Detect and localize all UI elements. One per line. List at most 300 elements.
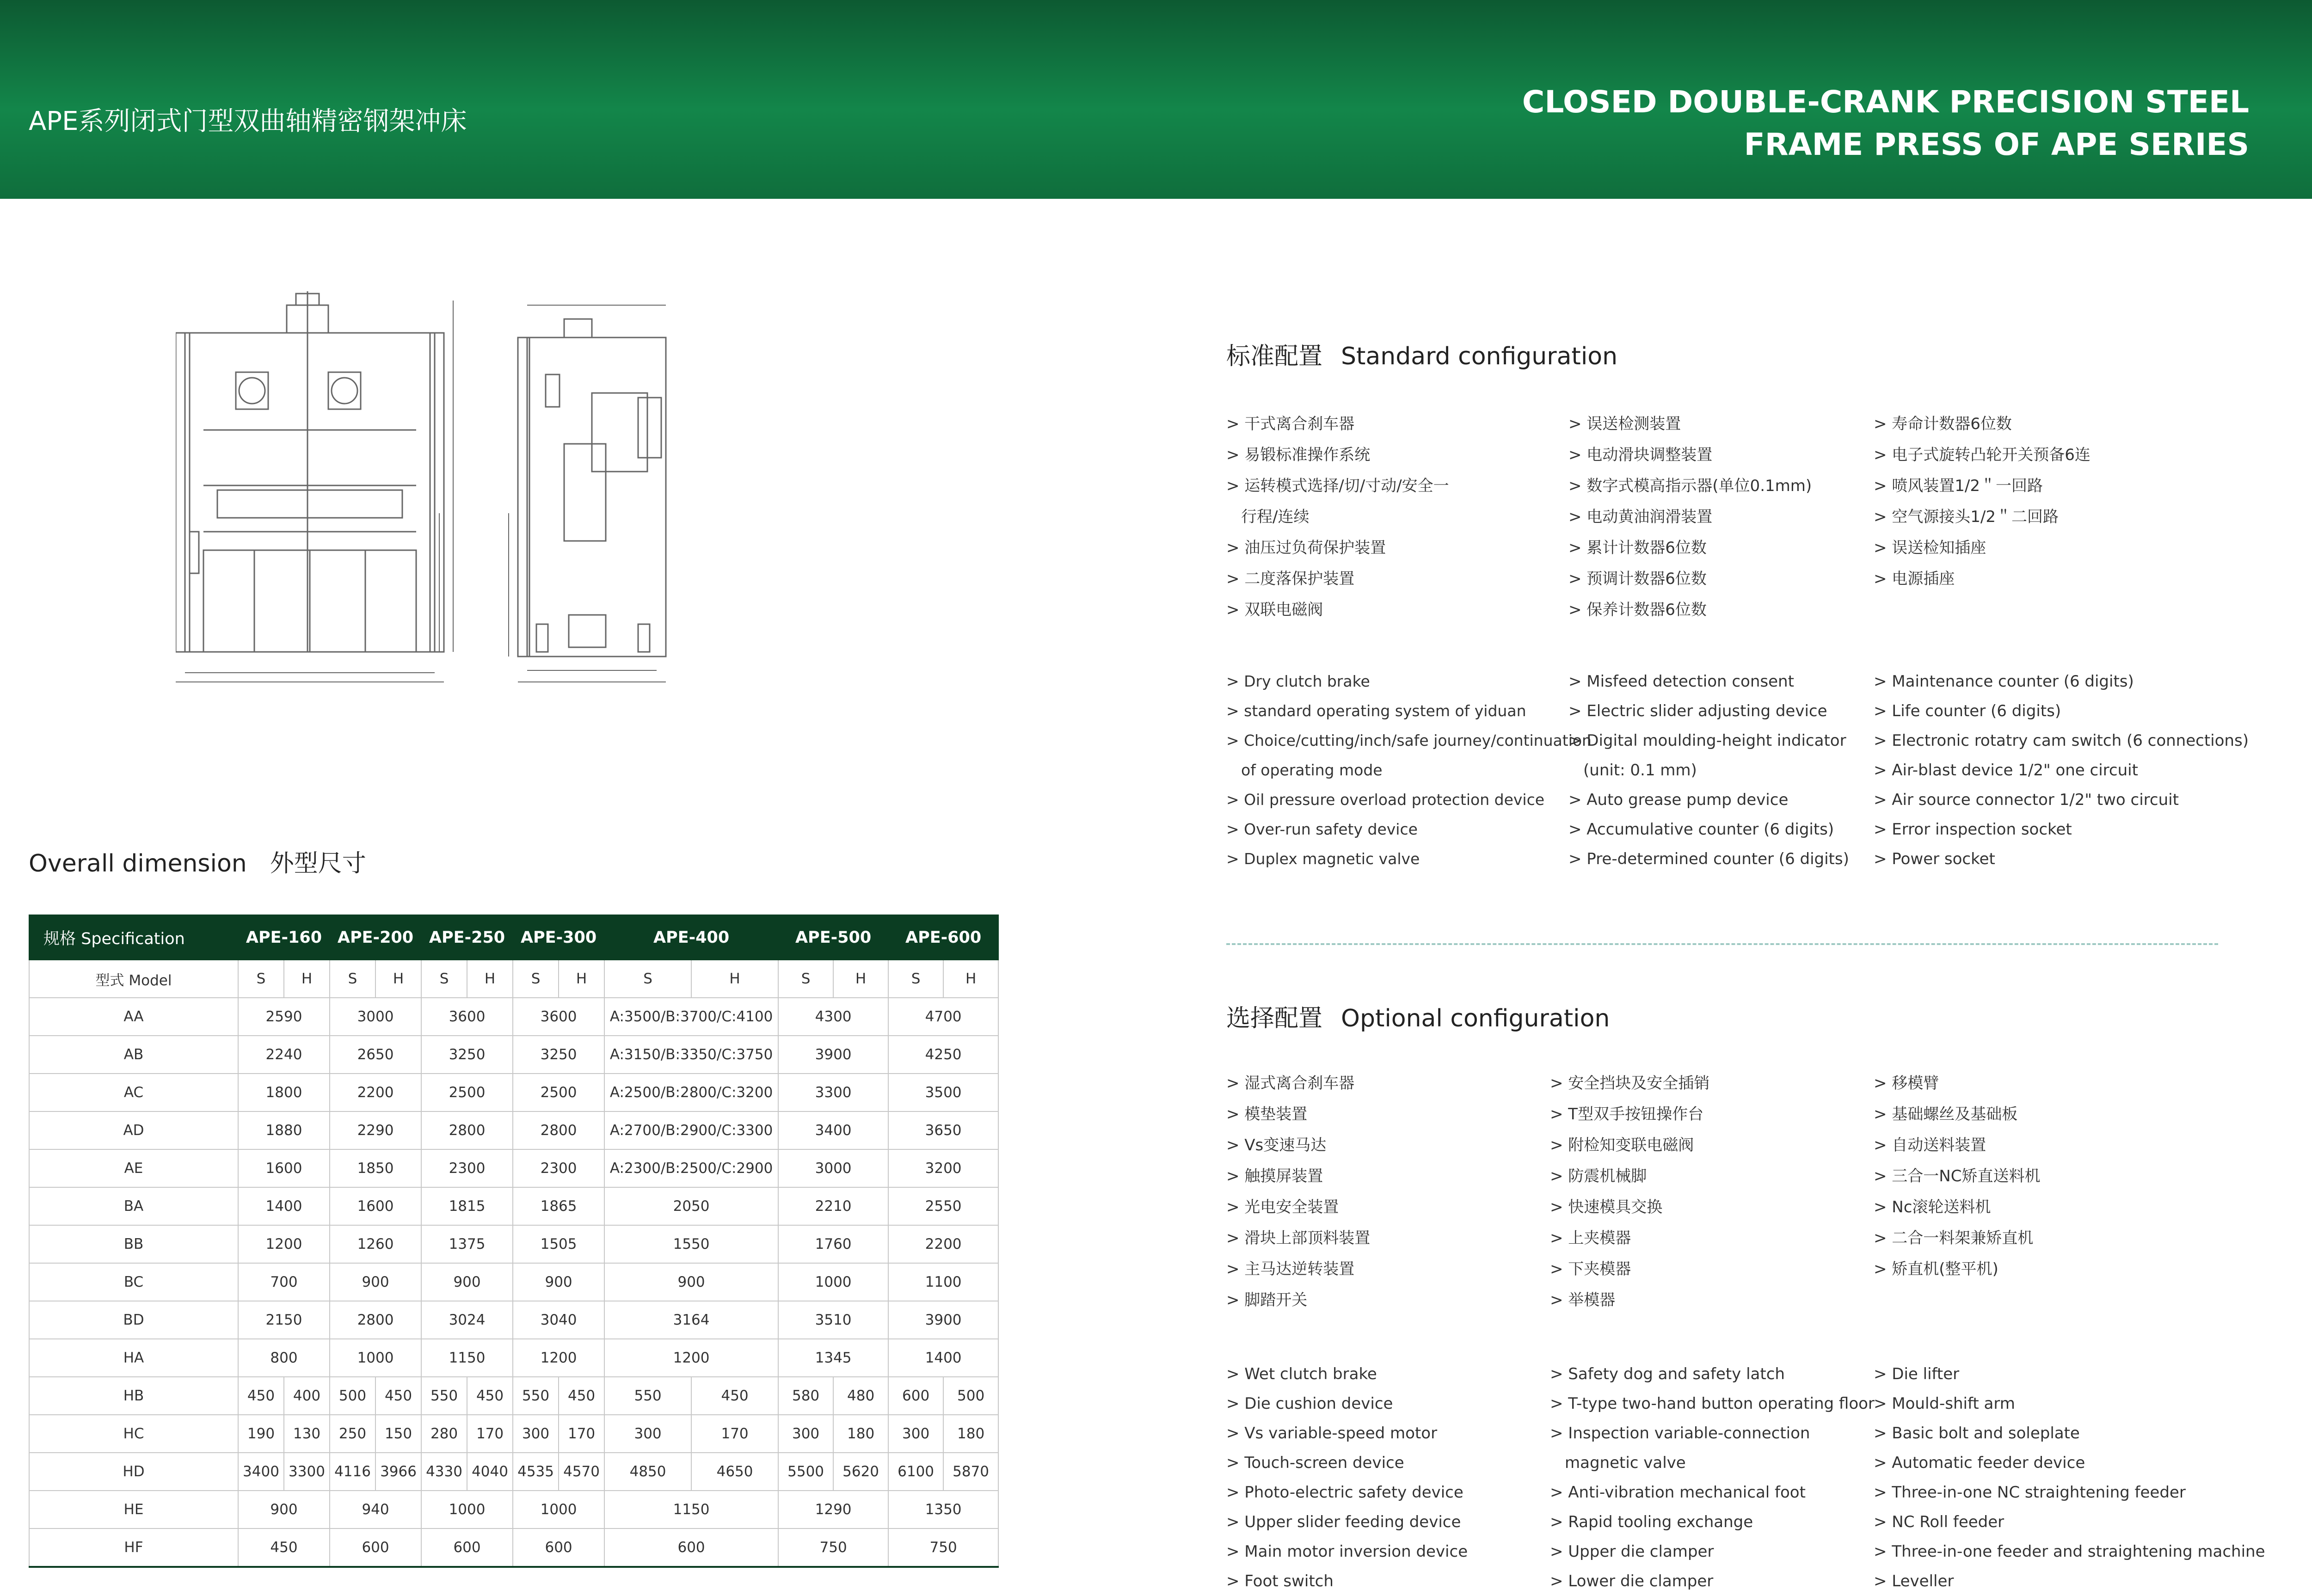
config-item: > Upper slider feeding device xyxy=(1226,1513,1461,1531)
row-label: AA xyxy=(29,998,238,1036)
table-cell: 280 xyxy=(421,1415,467,1453)
row-label: BB xyxy=(29,1225,238,1263)
table-cell: 750 xyxy=(888,1528,998,1567)
config-item: > 矫直机(整平机) xyxy=(1874,1260,1998,1278)
model-header: APE-600 xyxy=(888,915,998,960)
row-label: HB xyxy=(29,1377,238,1415)
config-item: > T-type two-hand button operating floor xyxy=(1550,1394,1875,1413)
table-cell: 4650 xyxy=(691,1453,778,1491)
table-cell: 600 xyxy=(330,1528,421,1567)
config-item: > Three-in-one feeder and straightening machine xyxy=(1874,1542,2265,1561)
standard-en-col2 xyxy=(1568,667,1849,874)
table-cell: 450 xyxy=(238,1377,284,1415)
config-item: > Anti-vibration mechanical foot xyxy=(1550,1483,1806,1502)
config-item: > 误送检测装置 xyxy=(1568,415,1681,433)
config-item: > 模垫装置 xyxy=(1226,1105,1308,1123)
table-cell: 2240 xyxy=(238,1036,330,1074)
table-cell: 1000 xyxy=(330,1339,421,1377)
table-cell: 2200 xyxy=(888,1225,998,1263)
side-view-drawing xyxy=(509,305,666,682)
config-item: > Vs变速马达 xyxy=(1226,1136,1327,1154)
table-cell: A:3500/B:3700/C:4100 xyxy=(604,998,778,1036)
model-header: APE-200 xyxy=(330,915,421,960)
section-divider xyxy=(1226,943,2218,945)
row-label: AD xyxy=(29,1111,238,1149)
table-cell: 4850 xyxy=(604,1453,691,1491)
h-label: H xyxy=(691,960,778,998)
row-label: BC xyxy=(29,1263,238,1301)
table-cell: 3600 xyxy=(513,998,604,1036)
optional-cn-col3 xyxy=(1874,1068,2040,1285)
table-cell: 3200 xyxy=(888,1149,998,1187)
row-label: HE xyxy=(29,1491,238,1528)
table-cell: 2200 xyxy=(330,1074,421,1111)
config-item: > 附检知变联电磁阀 xyxy=(1550,1136,1694,1154)
config-item: > NC Roll feeder xyxy=(1874,1513,2005,1531)
config-item: > 运转模式选择/切/寸动/安全一 xyxy=(1226,477,1449,495)
table-row xyxy=(29,1149,998,1187)
config-item: > Automatic feeder device xyxy=(1874,1454,2085,1472)
config-item: > Misfeed detection consent xyxy=(1568,672,1794,691)
table-cell: 1600 xyxy=(238,1149,330,1187)
config-item: > Dry clutch brake xyxy=(1226,672,1370,690)
table-cell: 600 xyxy=(421,1528,513,1567)
row-label: BD xyxy=(29,1301,238,1339)
table-cell: 2290 xyxy=(330,1111,421,1149)
table-cell: 2210 xyxy=(778,1187,888,1225)
table-row xyxy=(29,1528,998,1567)
table-cell: 1345 xyxy=(778,1339,888,1377)
standard-cn-col1 xyxy=(1226,409,1449,626)
table-cell: 1375 xyxy=(421,1225,513,1263)
config-item: > 数字式模高指示器(单位0.1mm) xyxy=(1568,477,1812,495)
table-cell: 1815 xyxy=(421,1187,513,1225)
config-item: > 寿命计数器6位数 xyxy=(1874,415,2012,433)
h-label: H xyxy=(284,960,330,998)
table-cell: 450 xyxy=(238,1528,330,1567)
config-item: > Over-run safety device xyxy=(1226,820,1418,838)
h-label: H xyxy=(375,960,421,998)
table-cell: 550 xyxy=(421,1377,467,1415)
row-label: HF xyxy=(29,1528,238,1567)
model-header: APE-160 xyxy=(238,915,330,960)
config-item: > Electric slider adjusting device xyxy=(1568,702,1827,720)
table-cell: 3000 xyxy=(778,1149,888,1187)
table-cell: 600 xyxy=(888,1377,943,1415)
model-type-row xyxy=(29,960,998,998)
table-cell: 250 xyxy=(330,1415,375,1453)
config-item: > 电动滑块调整装置 xyxy=(1568,446,1713,464)
config-item: > Upper die clamper xyxy=(1550,1542,1714,1561)
english-title-line2: FRAME PRESS OF APE SERIES xyxy=(1744,127,2249,162)
s-label: S xyxy=(778,960,833,998)
english-title-line1: CLOSED DOUBLE-CRANK PRECISION STEEL xyxy=(1522,84,2249,120)
config-item: > Duplex magnetic valve xyxy=(1226,850,1420,868)
s-label: S xyxy=(513,960,559,998)
row-label: AE xyxy=(29,1149,238,1187)
config-item: 行程/连续 xyxy=(1241,508,1310,526)
table-cell: 2050 xyxy=(604,1187,778,1225)
table-cell: 1200 xyxy=(604,1339,778,1377)
table-cell: 3510 xyxy=(778,1301,888,1339)
config-item: > Electronic rotatry cam switch (6 connections) xyxy=(1874,731,2249,750)
standard-cn-col3 xyxy=(1874,409,2091,595)
table-cell: 900 xyxy=(604,1263,778,1301)
table-cell: 500 xyxy=(943,1377,998,1415)
config-item: > Life counter (6 digits) xyxy=(1874,702,2061,720)
config-item: > 举模器 xyxy=(1550,1291,1616,1309)
config-item: > 干式离合刹车器 xyxy=(1226,415,1355,433)
table-cell: 1200 xyxy=(513,1339,604,1377)
config-item: > 喷风装置1/2＂一回路 xyxy=(1874,477,2043,495)
table-cell: 600 xyxy=(604,1528,778,1567)
english-title xyxy=(1522,81,2249,166)
table-cell: 5870 xyxy=(943,1453,998,1491)
table-cell: 1350 xyxy=(888,1491,998,1528)
model-header: APE-250 xyxy=(421,915,513,960)
optional-config-cn: 选择配置 xyxy=(1226,1005,1323,1032)
config-item: (unit: 0.1 mm) xyxy=(1583,761,1697,780)
table-cell: A:2300/B:2500/C:2900 xyxy=(604,1149,778,1187)
config-item: > Auto grease pump device xyxy=(1568,791,1789,809)
table-cell: 2150 xyxy=(238,1301,330,1339)
table-cell: A:2500/B:2800/C:3200 xyxy=(604,1074,778,1111)
config-item: > Lower die clamper xyxy=(1550,1572,1714,1590)
table-cell: 3900 xyxy=(778,1036,888,1074)
config-item: > 下夹模器 xyxy=(1550,1260,1631,1278)
table-cell: 700 xyxy=(238,1263,330,1301)
table-cell: 5620 xyxy=(833,1453,888,1491)
table-cell: 900 xyxy=(513,1263,604,1301)
config-item: magnetic valve xyxy=(1565,1454,1686,1472)
table-cell: 480 xyxy=(833,1377,888,1415)
table-cell: 900 xyxy=(421,1263,513,1301)
table-row xyxy=(29,998,998,1036)
config-item: > Mould-shift arm xyxy=(1874,1394,2015,1413)
table-cell: 1200 xyxy=(238,1225,330,1263)
table-cell: 4700 xyxy=(888,998,998,1036)
config-item: > standard operating system of yiduan xyxy=(1226,702,1526,720)
config-item: > 易锻标准操作系统 xyxy=(1226,446,1371,464)
table-cell: 400 xyxy=(284,1377,330,1415)
table-cell: 300 xyxy=(604,1415,691,1453)
config-item: > Basic bolt and soleplate xyxy=(1874,1424,2080,1443)
table-cell: 450 xyxy=(467,1377,513,1415)
config-item: > Power socket xyxy=(1874,850,1995,868)
table-cell: 5500 xyxy=(778,1453,833,1491)
table-cell: 450 xyxy=(559,1377,604,1415)
row-label: AB xyxy=(29,1036,238,1074)
table-cell: 4300 xyxy=(778,998,888,1036)
config-item: > Maintenance counter (6 digits) xyxy=(1874,672,2134,691)
config-item: > Die cushion device xyxy=(1226,1394,1393,1413)
table-cell: 2500 xyxy=(421,1074,513,1111)
config-item: > 二度落保护装置 xyxy=(1226,570,1355,588)
table-cell: 940 xyxy=(330,1491,421,1528)
config-item: > 上夹模器 xyxy=(1550,1229,1631,1247)
config-item: > 二合一料架兼矫直机 xyxy=(1874,1229,2034,1247)
table-cell: 3500 xyxy=(888,1074,998,1111)
table-cell: 4330 xyxy=(421,1453,467,1491)
table-cell: 550 xyxy=(513,1377,559,1415)
config-item: > 误送检知插座 xyxy=(1874,539,1986,557)
standard-config-cn: 标准配置 xyxy=(1226,343,1323,370)
front-view-drawing xyxy=(176,291,453,682)
table-cell: 3164 xyxy=(604,1301,778,1339)
table-cell: 800 xyxy=(238,1339,330,1377)
table-row xyxy=(29,1225,998,1263)
overall-dimension-heading xyxy=(29,844,366,878)
config-item: > 空气源接头1/2＂二回路 xyxy=(1874,508,2059,526)
table-cell: 300 xyxy=(778,1415,833,1453)
config-item: > Main motor inversion device xyxy=(1226,1542,1468,1561)
table-cell: 3900 xyxy=(888,1301,998,1339)
table-cell: 180 xyxy=(833,1415,888,1453)
config-item: > 电源插座 xyxy=(1874,570,1955,588)
table-cell: 1550 xyxy=(604,1225,778,1263)
table-row xyxy=(29,1415,998,1453)
table-cell: 1850 xyxy=(330,1149,421,1187)
optional-config-en: Optional configuration xyxy=(1341,1005,1610,1032)
s-label: S xyxy=(888,960,943,998)
config-item: > 基础螺丝及基础板 xyxy=(1874,1105,2018,1123)
table-header-row xyxy=(29,915,998,960)
press-dimension-drawing xyxy=(176,291,749,698)
config-item: > Choice/cutting/inch/safe journey/continuation xyxy=(1226,731,1592,749)
table-cell: 3400 xyxy=(238,1453,284,1491)
chinese-title: APE系列闭式门型双曲轴精密钢架冲床 xyxy=(29,106,467,136)
table-cell: 3650 xyxy=(888,1111,998,1149)
config-item: > 快速模具交换 xyxy=(1550,1198,1663,1216)
table-cell: 3600 xyxy=(421,998,513,1036)
table-row xyxy=(29,1111,998,1149)
table-row xyxy=(29,1377,998,1415)
standard-config-heading xyxy=(1226,337,1617,371)
config-item: > Die lifter xyxy=(1874,1365,1960,1383)
table-cell: 550 xyxy=(604,1377,691,1415)
config-item: > 触摸屏装置 xyxy=(1226,1167,1323,1185)
table-cell: 150 xyxy=(375,1415,421,1453)
overall-dimension-en: Overall dimension xyxy=(29,850,247,878)
dimension-table xyxy=(29,915,999,1568)
table-cell: 2800 xyxy=(421,1111,513,1149)
config-item: > Vs variable-speed motor xyxy=(1226,1424,1438,1443)
config-item: > 光电安全装置 xyxy=(1226,1198,1339,1216)
header-banner xyxy=(0,0,2312,199)
table-cell: 190 xyxy=(238,1415,284,1453)
table-row xyxy=(29,1453,998,1491)
table-cell: 900 xyxy=(238,1491,330,1528)
table-cell: 180 xyxy=(943,1415,998,1453)
table-cell: 3966 xyxy=(375,1453,421,1491)
table-cell: 4040 xyxy=(467,1453,513,1491)
config-item: > 主马达逆转装置 xyxy=(1226,1260,1355,1278)
standard-en-col3 xyxy=(1874,667,2249,874)
optional-config-heading xyxy=(1226,999,1610,1033)
table-cell: 6100 xyxy=(888,1453,943,1491)
table-cell: 1880 xyxy=(238,1111,330,1149)
h-label: H xyxy=(559,960,604,998)
config-item: > 安全挡块及安全插销 xyxy=(1550,1074,1710,1093)
model-label: 型式 Model xyxy=(29,960,238,998)
table-cell: 4250 xyxy=(888,1036,998,1074)
optional-en-col2 xyxy=(1550,1359,1875,1596)
config-item: > Air-blast device 1/2" one circuit xyxy=(1874,761,2138,780)
config-item: > Wet clutch brake xyxy=(1226,1365,1377,1383)
config-item: > Nc滚轮送料机 xyxy=(1874,1198,1991,1216)
config-item: > Inspection variable-connection xyxy=(1550,1424,1810,1443)
overall-dimension-cn: 外型尺寸 xyxy=(270,850,366,878)
config-item: > 保养计数器6位数 xyxy=(1568,601,1707,619)
s-label: S xyxy=(238,960,284,998)
table-cell: 1260 xyxy=(330,1225,421,1263)
config-item: > 防震机械脚 xyxy=(1550,1167,1647,1185)
row-label: HC xyxy=(29,1415,238,1453)
table-cell: A:2700/B:2900/C:3300 xyxy=(604,1111,778,1149)
table-cell: 3300 xyxy=(284,1453,330,1491)
config-item: > Foot switch xyxy=(1226,1572,1334,1590)
config-item: > Accumulative counter (6 digits) xyxy=(1568,820,1834,839)
config-item: > Touch-screen device xyxy=(1226,1454,1404,1472)
row-label: HA xyxy=(29,1339,238,1377)
model-header: APE-400 xyxy=(604,915,778,960)
optional-en-col3 xyxy=(1874,1359,2265,1596)
table-cell: 2300 xyxy=(513,1149,604,1187)
config-item: > Leveller xyxy=(1874,1572,1954,1590)
config-item: > Digital moulding-height indicator xyxy=(1568,731,1846,750)
table-cell: 300 xyxy=(513,1415,559,1453)
config-item: > 电子式旋转凸轮开关预备6连 xyxy=(1874,446,2091,464)
table-cell: 3250 xyxy=(513,1036,604,1074)
h-label: H xyxy=(943,960,998,998)
config-item: > 三合一NC矫直送料机 xyxy=(1874,1167,2041,1185)
model-header: APE-500 xyxy=(778,915,888,960)
table-cell: 4535 xyxy=(513,1453,559,1491)
table-cell: 3250 xyxy=(421,1036,513,1074)
table-cell: 3300 xyxy=(778,1074,888,1111)
table-row xyxy=(29,1187,998,1225)
table-cell: 2800 xyxy=(330,1301,421,1339)
table-cell: 750 xyxy=(778,1528,888,1567)
table-cell: 3400 xyxy=(778,1111,888,1149)
table-cell: 1100 xyxy=(888,1263,998,1301)
config-item: > Three-in-one NC straightening feeder xyxy=(1874,1483,2186,1502)
table-row xyxy=(29,1339,998,1377)
table-cell: 2500 xyxy=(513,1074,604,1111)
table-cell: 3024 xyxy=(421,1301,513,1339)
table-row xyxy=(29,1491,998,1528)
config-item: > T型双手按钮操作台 xyxy=(1550,1105,1704,1123)
table-cell: 1865 xyxy=(513,1187,604,1225)
s-label: S xyxy=(330,960,375,998)
row-label: AC xyxy=(29,1074,238,1111)
table-row xyxy=(29,1263,998,1301)
table-cell: 4570 xyxy=(559,1453,604,1491)
table-cell: 2300 xyxy=(421,1149,513,1187)
table-cell: 1600 xyxy=(330,1187,421,1225)
s-label: S xyxy=(421,960,467,998)
config-item: of operating mode xyxy=(1241,761,1383,779)
table-cell: 3000 xyxy=(330,998,421,1036)
config-item: > 脚踏开关 xyxy=(1226,1291,1308,1309)
table-cell: 2550 xyxy=(888,1187,998,1225)
table-cell: 1150 xyxy=(604,1491,778,1528)
table-cell: 300 xyxy=(888,1415,943,1453)
config-item: > 湿式离合刹车器 xyxy=(1226,1074,1355,1093)
config-item: > Safety dog and safety latch xyxy=(1550,1365,1785,1383)
table-cell: 1150 xyxy=(421,1339,513,1377)
table-cell: A:3150/B:3350/C:3750 xyxy=(604,1036,778,1074)
config-item: > 双联电磁阀 xyxy=(1226,601,1323,619)
table-row xyxy=(29,1036,998,1074)
row-label: HD xyxy=(29,1453,238,1491)
table-cell: 1800 xyxy=(238,1074,330,1111)
table-cell: 2650 xyxy=(330,1036,421,1074)
table-cell: 170 xyxy=(691,1415,778,1453)
standard-en-col1 xyxy=(1226,667,1592,874)
table-cell: 130 xyxy=(284,1415,330,1453)
table-row xyxy=(29,1074,998,1111)
table-cell: 1000 xyxy=(778,1263,888,1301)
config-item: > Rapid tooling exchange xyxy=(1550,1513,1753,1531)
table-cell: 2590 xyxy=(238,998,330,1036)
table-cell: 3040 xyxy=(513,1301,604,1339)
table-cell: 1400 xyxy=(238,1187,330,1225)
config-item: > 预调计数器6位数 xyxy=(1568,570,1707,588)
config-item: > 累计计数器6位数 xyxy=(1568,539,1707,557)
table-cell: 170 xyxy=(559,1415,604,1453)
standard-cn-col2 xyxy=(1568,409,1812,626)
table-cell: 1400 xyxy=(888,1339,998,1377)
config-item: > Pre-determined counter (6 digits) xyxy=(1568,850,1849,868)
table-cell: 600 xyxy=(513,1528,604,1567)
standard-config-en: Standard configuration xyxy=(1341,343,1618,370)
table-cell: 170 xyxy=(467,1415,513,1453)
config-item: > Error inspection socket xyxy=(1874,820,2072,839)
config-item: > 电动黄油润滑装置 xyxy=(1568,508,1713,526)
model-header: APE-300 xyxy=(513,915,604,960)
optional-cn-col2 xyxy=(1550,1068,1709,1316)
table-cell: 1000 xyxy=(421,1491,513,1528)
spec-label: 规格 Specification xyxy=(29,915,238,960)
table-cell: 900 xyxy=(330,1263,421,1301)
s-label: S xyxy=(604,960,691,998)
table-cell: 1505 xyxy=(513,1225,604,1263)
table-cell: 1760 xyxy=(778,1225,888,1263)
table-row xyxy=(29,1301,998,1339)
config-item: > 移模臂 xyxy=(1874,1074,1939,1093)
table-cell: 1000 xyxy=(513,1491,604,1528)
optional-en-col1 xyxy=(1226,1359,1468,1596)
optional-cn-col1 xyxy=(1226,1068,1370,1316)
table-cell: 1290 xyxy=(778,1491,888,1528)
table-cell: 4116 xyxy=(330,1453,375,1491)
config-item: > 滑块上部顶料装置 xyxy=(1226,1229,1371,1247)
h-label: H xyxy=(833,960,888,998)
table-cell: 2800 xyxy=(513,1111,604,1149)
table-cell: 580 xyxy=(778,1377,833,1415)
config-item: > Air source connector 1/2" two circuit xyxy=(1874,791,2179,809)
table-cell: 450 xyxy=(375,1377,421,1415)
config-item: > Photo-electric safety device xyxy=(1226,1483,1463,1502)
row-label: BA xyxy=(29,1187,238,1225)
config-item: > 自动送料装置 xyxy=(1874,1136,1986,1154)
table-cell: 450 xyxy=(691,1377,778,1415)
table-cell: 500 xyxy=(330,1377,375,1415)
config-item: > 油压过负荷保护装置 xyxy=(1226,539,1386,557)
h-label: H xyxy=(467,960,513,998)
config-item: > Oil pressure overload protection device xyxy=(1226,791,1545,809)
